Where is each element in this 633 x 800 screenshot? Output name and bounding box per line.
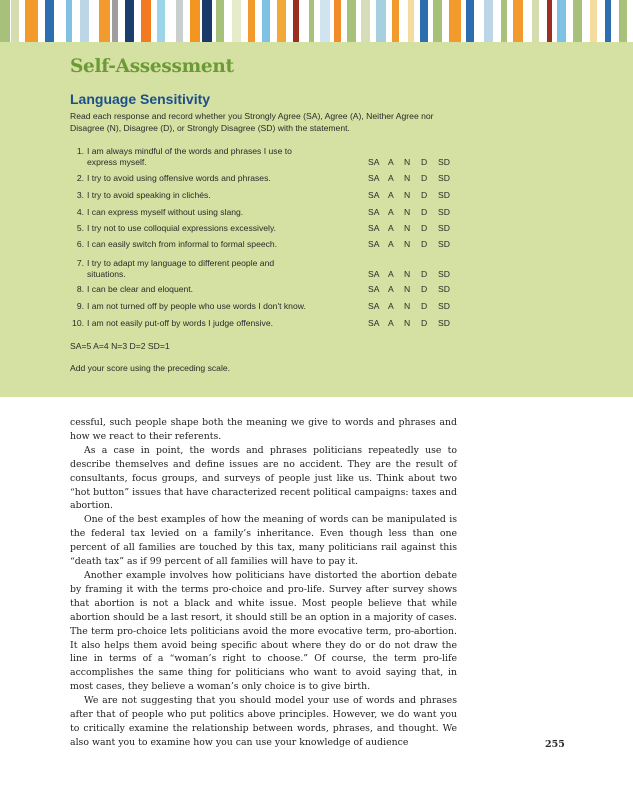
decorative-stripe — [408, 0, 414, 42]
item-statement: I try to adapt my language to different people and situations. — [87, 258, 275, 279]
assessment-instructions: Read each response and record whether you Strongly Agree (SA), Agree (A), Neither Agree nor Disagree (N), Disagree (D), or Strongly Disagree (SD) with the statement. — [70, 111, 434, 133]
response-option[interactable]: A — [388, 301, 394, 311]
decorative-stripe — [320, 0, 330, 42]
response-option[interactable]: D — [421, 269, 428, 279]
decorative-stripe — [202, 0, 212, 42]
response-option[interactable]: SD — [438, 190, 450, 200]
response-option[interactable]: SD — [438, 318, 450, 328]
response-option[interactable]: A — [388, 284, 394, 294]
response-option[interactable]: A — [388, 207, 394, 217]
response-option[interactable]: SD — [438, 301, 450, 311]
body-paragraph: One of the best examples of how the meaning of words can be manipulated is the federal tax levied on a family’s inheritance. Even though less than one percent of all families are touched by this tax, many politicians rail against this “death tax” as if 99 percent of all families will have to pay it. — [70, 514, 457, 568]
response-option[interactable]: SD — [438, 269, 450, 279]
response-option[interactable]: D — [421, 284, 428, 294]
response-option[interactable]: SA — [368, 284, 380, 294]
response-option[interactable]: D — [421, 207, 428, 217]
body-text — [70, 416, 457, 750]
decorative-stripe — [347, 0, 356, 42]
language-sensitivity-heading: Language Sensitivity — [70, 91, 211, 107]
item-statement: I am not easily put-off by words I judge offensive. — [87, 318, 273, 328]
decorative-stripe — [605, 0, 611, 42]
response-option[interactable]: SD — [438, 207, 450, 217]
page-number: 255 — [545, 739, 565, 750]
decorative-stripe — [176, 0, 183, 42]
item-number: 2. — [76, 173, 84, 183]
decorative-stripe — [449, 0, 461, 42]
response-option[interactable]: A — [388, 239, 394, 249]
decorative-stripe — [361, 0, 370, 42]
decorative-stripe — [216, 0, 224, 42]
response-option[interactable]: N — [404, 157, 411, 167]
decorative-stripe — [293, 0, 299, 42]
response-option[interactable]: D — [421, 239, 428, 249]
body-paragraph: As a case in point, the words and phrases politicians repeatedly use to describe themselves and define issues are no accident. They are the result of consultants, focus groups, and surveys of people just like us. Think about two “hot button” issues that have characterized recent political campaigns: taxes and abortion. — [70, 444, 457, 512]
decorative-stripe — [557, 0, 566, 42]
decorative-stripe — [532, 0, 539, 42]
response-option[interactable]: A — [388, 223, 394, 233]
response-option[interactable]: SD — [438, 284, 450, 294]
response-option[interactable]: D — [421, 301, 428, 311]
response-option[interactable]: N — [404, 318, 411, 328]
item-number: 5. — [76, 223, 84, 233]
response-option[interactable]: SA — [368, 207, 380, 217]
response-option[interactable]: SD — [438, 173, 450, 183]
decorative-stripe — [501, 0, 507, 42]
decorative-stripe — [277, 0, 286, 42]
decorative-stripe — [466, 0, 474, 42]
item-number: 7. — [76, 258, 84, 268]
body-paragraph: We are not suggesting that you should model your use of words and phrases after that of people who put politics above principles. However, we do want you to critically examine the relationship between words, phrases, and thought. We also want you to examine how you can use your knowledge of audience — [70, 695, 457, 748]
item-number: 1. — [76, 146, 84, 156]
decorative-stripe — [157, 0, 165, 42]
item-statement: I try to avoid using offensive words and phrases. — [87, 173, 271, 183]
response-option[interactable]: D — [421, 157, 428, 167]
decorative-stripe — [420, 0, 428, 42]
decorative-stripe — [66, 0, 72, 42]
item-number: 4. — [76, 207, 84, 217]
item-statement: I can be clear and eloquent. — [87, 284, 194, 294]
decorative-stripe — [590, 0, 597, 42]
response-option[interactable]: SA — [368, 173, 380, 183]
response-option[interactable]: SD — [438, 157, 450, 167]
response-option[interactable]: N — [404, 173, 411, 183]
item-statement: I can express myself without using slang. — [87, 207, 244, 217]
response-option[interactable]: A — [388, 157, 394, 167]
decorative-stripe — [392, 0, 399, 42]
response-option[interactable]: A — [388, 173, 394, 183]
item-statement: I am always mindful of the words and phrases I use to express myself. — [87, 146, 292, 167]
decorative-stripe — [11, 0, 19, 42]
decorative-stripe — [141, 0, 151, 42]
scoring-key: SA=5 A=4 N=3 D=2 SD=1 — [70, 341, 170, 351]
item-statement: I can easily switch from informal to formal speech. — [87, 239, 278, 249]
response-option[interactable]: N — [404, 223, 411, 233]
body-paragraph: cessful, such people shape both the meaning we give to words and phrases and how we react to their referents. — [70, 417, 457, 442]
item-number: 8. — [76, 284, 84, 294]
item-number: 9. — [76, 301, 84, 311]
response-option[interactable]: A — [388, 190, 394, 200]
decorative-stripe — [99, 0, 110, 42]
decorative-stripe — [112, 0, 118, 42]
response-option[interactable]: D — [421, 223, 428, 233]
response-option[interactable]: A — [388, 269, 394, 279]
response-option[interactable]: SD — [438, 239, 450, 249]
response-option[interactable]: N — [404, 207, 411, 217]
response-option[interactable]: D — [421, 190, 428, 200]
response-option[interactable]: N — [404, 239, 411, 249]
item-number: 6. — [76, 239, 84, 249]
decorative-stripe — [547, 0, 552, 42]
item-number: 3. — [76, 190, 84, 200]
decorative-stripe — [190, 0, 200, 42]
decorative-stripe — [309, 0, 314, 42]
response-option[interactable]: SA — [368, 239, 380, 249]
response-option[interactable]: N — [404, 190, 411, 200]
decorative-stripe — [513, 0, 523, 42]
self-assessment-heading: Self-Assessment — [70, 56, 234, 77]
response-option[interactable]: N — [404, 269, 411, 279]
item-statement: I try to avoid speaking in clichés. — [87, 190, 211, 200]
response-option[interactable]: SA — [368, 301, 380, 311]
response-option[interactable]: SA — [368, 223, 380, 233]
decorative-stripe — [334, 0, 341, 42]
decorative-stripe — [619, 0, 627, 42]
decorative-stripe — [45, 0, 54, 42]
self-assessment-panel — [0, 42, 633, 397]
decorative-stripe — [262, 0, 270, 42]
decorative-stripe — [232, 0, 241, 42]
response-option[interactable]: A — [388, 318, 394, 328]
decorative-stripe-band — [0, 0, 633, 42]
decorative-stripe — [484, 0, 493, 42]
response-option[interactable]: SA — [368, 269, 380, 279]
decorative-stripe — [376, 0, 386, 42]
item-number: 10. — [72, 318, 84, 328]
decorative-stripe — [433, 0, 442, 42]
response-option[interactable]: N — [404, 284, 411, 294]
item-statement: I try not to use colloquial expressions excessively. — [87, 223, 276, 233]
response-option[interactable]: SA — [368, 190, 380, 200]
decorative-stripe — [25, 0, 38, 42]
decorative-stripe — [248, 0, 255, 42]
response-option[interactable]: N — [404, 301, 411, 311]
decorative-stripe — [80, 0, 89, 42]
score-instruction: Add your score using the preceding scale. — [70, 363, 231, 373]
response-option[interactable]: D — [421, 318, 428, 328]
body-paragraph: Another example involves how politicians have distorted the abortion debate by framing it with the terms pro-choice and pro-life. Survey after survey shows that abortion is not a black and white issue. Most people believe that while abortion should be a last resort, it should still be an option in a majority of cases. The term pro-choice lets politicians avoid the more evocative term, pro-abortion. It also helps them avoid being specific about where they do or do not draw the line in terms of a “woman’s right to choose.” Of course, the term pro-life accomplishes the same thing for politicians who want to avoid saying that, in most cases, they believe a woman’s only choice is to give birth. — [70, 569, 457, 693]
response-option[interactable]: SD — [438, 223, 450, 233]
response-option[interactable]: SA — [368, 318, 380, 328]
decorative-stripe — [125, 0, 134, 42]
response-option[interactable]: D — [421, 173, 428, 183]
decorative-stripe — [573, 0, 582, 42]
response-option[interactable]: SA — [368, 157, 380, 167]
decorative-stripe — [0, 0, 10, 42]
item-statement: I am not turned off by people who use words I don't know. — [87, 301, 306, 311]
